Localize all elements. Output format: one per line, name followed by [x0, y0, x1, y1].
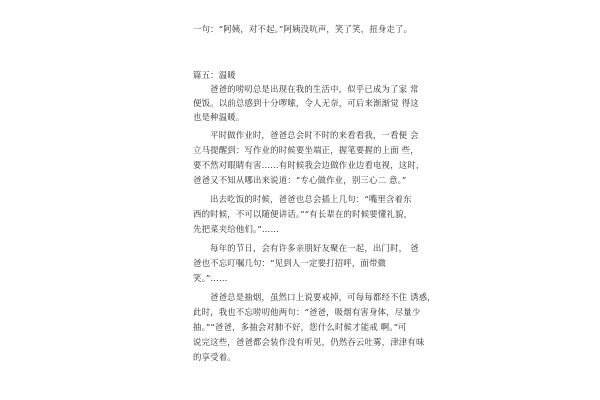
paragraph-line: 爸也不忘叮嘱几句：“见到人一定要打招呼，面带微 — [193, 258, 387, 268]
paragraph-line: 平时做作业时，爸爸总会时不时的来看看我，一看便 会 — [210, 130, 419, 140]
paragraph-line: 爸爸总是抽烟，虽然口上说要戒掉，可每每都经不住 诱惑， — [210, 292, 436, 302]
paragraph-line: 先把菜夹给他们。”…… — [193, 224, 280, 234]
paragraph-line: 爸爸又不知从哪出来说道：“专心做作业，别三心二 意。” — [193, 175, 407, 185]
paragraph-line: 说完这些，爸爸都会装作没有听见，仍然吞云吐雾，津津有味 — [193, 337, 425, 347]
paragraph-line: 抽。”“爸爸，多抽会对肺不好，您什么时候才能戒 啊。”可 — [193, 322, 407, 332]
section-heading: 篇五：温暖 — [193, 70, 236, 80]
paragraph-line: 出去吃饭的时候，爸爸也总会插上几句：“嘴里含着东 — [210, 194, 412, 204]
top-line: 一句：“阿姨，对不起。”阿姨没吭声，笑了笑，扭身走了。 — [193, 24, 413, 34]
paragraph-line: 的享受着。 — [193, 352, 236, 362]
paragraph-line: 此时，我也不忘唠叨他两句：“爸爸，吸烟有害身体，尽量少 — [193, 307, 421, 317]
paragraph-line: 也是种温暖。 — [193, 112, 245, 122]
paragraph-line: 爸爸的唠叨总是出现在我的生活中，似乎已成为了家 常 — [210, 84, 419, 94]
paragraph-line: 要不然对眼睛有害……有时候我会边做作业边看电视，这时， — [193, 160, 425, 170]
paragraph-line: 笑。”…… — [193, 273, 228, 283]
paragraph-line: 便饭。以前总感到十分啰嗦，令人无奈，可后来渐渐觉 得这 — [193, 98, 419, 108]
paragraph-line: 立马提醒到：写作业的时候要坐端正，握笔要握的上面 些， — [193, 145, 419, 155]
paragraph-line: 每年的节日，会有许多亲朋好友聚在一起，出门时， 爸 — [210, 243, 419, 253]
paragraph-line: 西的时候，不可以随便讲话。”“有长辈在的时候要懂礼貌， — [193, 209, 413, 219]
